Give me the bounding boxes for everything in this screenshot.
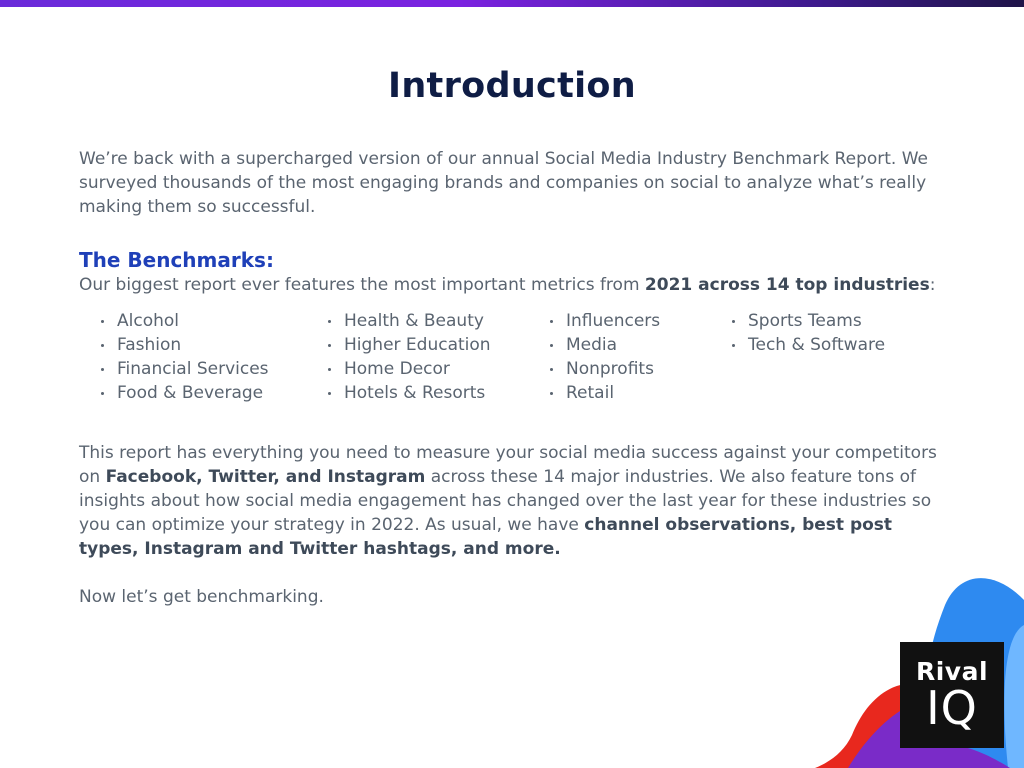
benchmarks-heading: The Benchmarks: (79, 248, 274, 272)
industry-item: Hotels & Resorts (325, 381, 547, 405)
closing-line: Now let’s get benchmarking. (79, 587, 324, 607)
industry-item: Tech & Software (729, 333, 909, 357)
industry-item: Influencers (547, 309, 729, 333)
industry-item: Higher Education (325, 333, 547, 357)
benchmarks-lead-bold: 2021 across 14 top industries (644, 275, 930, 295)
industry-item: Health & Beauty (325, 309, 547, 333)
industry-item: Nonprofits (547, 357, 729, 381)
industry-item: Home Decor (325, 357, 547, 381)
benchmarks-lead-text: Our biggest report ever features the most important metrics from (79, 275, 645, 295)
body-bold-platforms: Facebook, Twitter, and Instagram (105, 467, 426, 487)
body-bold-features: channel observations, best post types, Instagram and Twitter hashtags, and more. (79, 515, 893, 559)
benchmarks-lead-end: : (929, 275, 936, 295)
logo-text-iq: IQ (926, 681, 978, 735)
industry-item: Fashion (98, 333, 325, 357)
industry-item: Sports Teams (729, 309, 909, 333)
body-text-1: This report has everything you need to measure your social media success against your competitors on (79, 443, 937, 487)
body-text-2: across these 14 major industries. We also feature tons of insights about how social media engagement has changed over the last year for these industries so you can optimize your strategy in 2022. As usual, we have (79, 467, 932, 535)
rival-iq-logo (900, 642, 1004, 748)
page-title: Introduction (388, 66, 636, 106)
industry-item: Retail (547, 381, 729, 405)
industry-item: Alcohol (98, 309, 325, 333)
logo-text-rival: Rival (915, 657, 989, 686)
industry-item: Financial Services (98, 357, 325, 381)
industry-item: Media (547, 333, 729, 357)
industry-item: Food & Beverage (98, 381, 325, 405)
intro-paragraph: We’re back with a supercharged version of our annual Social Media Industry Benchmark Report. We surveyed thousands of the most engaging brands and companies on social to analyze what’s really making them so successful. (79, 149, 928, 217)
